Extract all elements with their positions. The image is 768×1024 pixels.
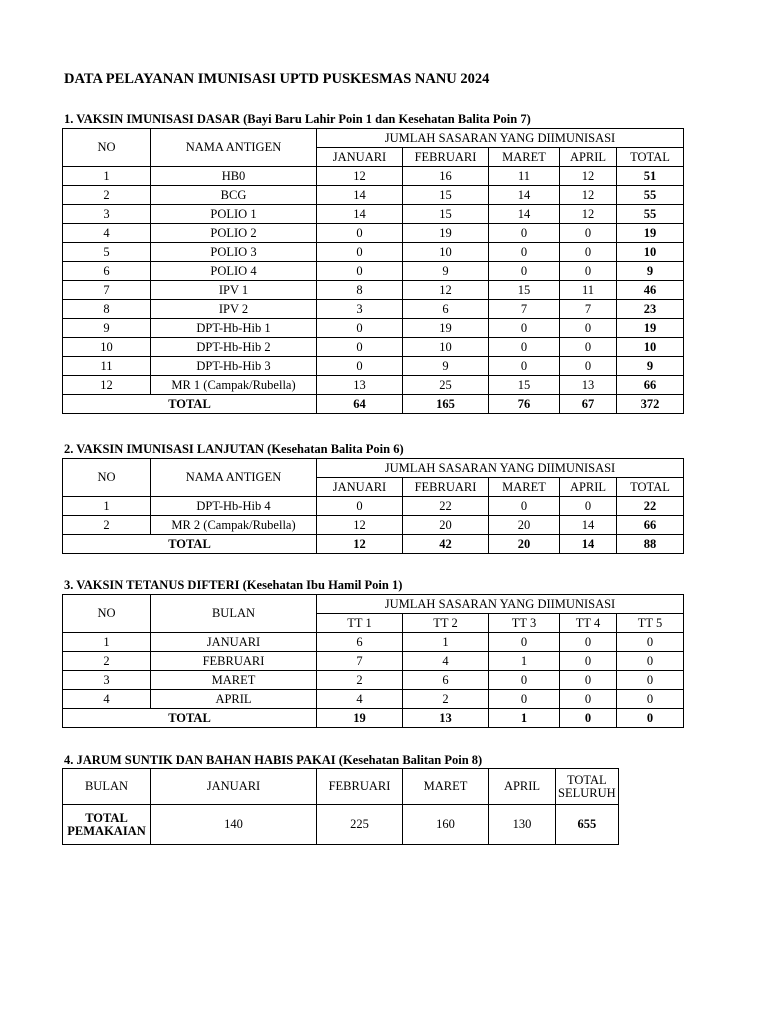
- cell-value: 0: [317, 497, 403, 516]
- table-tetanus-diphtheria: [62, 594, 684, 728]
- col-header-month-label: BULAN: [63, 769, 151, 805]
- total-row: [63, 395, 684, 414]
- cell-value: 6: [317, 633, 403, 652]
- table-row: [63, 300, 684, 319]
- col-header-month: APRIL: [560, 478, 617, 497]
- table-row: [63, 319, 684, 338]
- col-header-total: TOTAL: [617, 148, 684, 167]
- table-row: [63, 338, 684, 357]
- row-label: POLIO 3: [151, 243, 317, 262]
- usage-label: [63, 805, 151, 845]
- row-label: APRIL: [151, 690, 317, 709]
- cell-value: 0: [489, 671, 560, 690]
- cell-value: 7: [317, 652, 403, 671]
- cell-value: 0: [560, 690, 617, 709]
- row-label: MR 1 (Campak/Rubella): [151, 376, 317, 395]
- cell-value: 0: [560, 357, 617, 376]
- total-value: 76: [489, 395, 560, 414]
- row-label: IPV 2: [151, 300, 317, 319]
- cell-value: 19: [403, 224, 489, 243]
- table-row: [63, 671, 684, 690]
- cell-value: 16: [403, 167, 489, 186]
- col-header-no: NO: [63, 459, 151, 497]
- total-value: 67: [560, 395, 617, 414]
- row-total: 51: [617, 167, 684, 186]
- row-number: 5: [63, 243, 151, 262]
- row-label: DPT-Hb-Hib 4: [151, 497, 317, 516]
- cell-value: 0: [560, 633, 617, 652]
- cell-value: 0: [489, 497, 560, 516]
- row-total: 9: [617, 262, 684, 281]
- total-label: TOTAL: [63, 535, 317, 554]
- row-number: 4: [63, 690, 151, 709]
- cell-value: 1: [489, 652, 560, 671]
- cell-value: 0: [317, 338, 403, 357]
- cell-value: 0: [317, 224, 403, 243]
- cell-value: 10: [403, 243, 489, 262]
- cell-value: 8: [317, 281, 403, 300]
- usage-value: 140: [151, 805, 317, 845]
- row-number: 6: [63, 262, 151, 281]
- row-number: 1: [63, 497, 151, 516]
- cell-value: 0: [560, 652, 617, 671]
- cell-value: 11: [489, 167, 560, 186]
- row-label: JANUARI: [151, 633, 317, 652]
- cell-value: 12: [560, 186, 617, 205]
- table-syringes-consumables: [62, 768, 619, 845]
- row-number: 3: [63, 671, 151, 690]
- cell-value: 15: [489, 281, 560, 300]
- row-total: 22: [617, 497, 684, 516]
- cell-value: 0: [317, 319, 403, 338]
- cell-value: 0: [317, 262, 403, 281]
- col-header-dose: TT 4: [560, 614, 617, 633]
- group-header: JUMLAH SASARAN YANG DIIMUNISASI: [317, 129, 684, 148]
- col-header-month: MARET: [403, 769, 489, 805]
- cell-value: 11: [560, 281, 617, 300]
- table-row: [63, 652, 684, 671]
- cell-value: 22: [403, 497, 489, 516]
- row-total: 19: [617, 319, 684, 338]
- table-row: [63, 497, 684, 516]
- row-label: POLIO 4: [151, 262, 317, 281]
- cell-value: 0: [489, 690, 560, 709]
- total-value: 42: [403, 535, 489, 554]
- cell-value: 19: [403, 319, 489, 338]
- usage-label-line: PEMAKAIAN: [67, 823, 146, 838]
- total-value: 13: [403, 709, 489, 728]
- cell-value: 0: [560, 224, 617, 243]
- section-2-title: 2. VAKSIN IMUNISASI LANJUTAN (Kesehatan Balita Poin 6): [64, 442, 404, 456]
- cell-value: 2: [317, 671, 403, 690]
- row-number: 8: [63, 300, 151, 319]
- total-header-line: SELURUH: [558, 785, 616, 800]
- row-number: 2: [63, 186, 151, 205]
- table-row: [63, 633, 684, 652]
- cell-value: 0: [617, 652, 684, 671]
- total-value: 14: [560, 535, 617, 554]
- row-total: 55: [617, 186, 684, 205]
- row-total: 9: [617, 357, 684, 376]
- cell-value: 12: [560, 205, 617, 224]
- cell-value: 0: [317, 357, 403, 376]
- total-value: 64: [317, 395, 403, 414]
- cell-value: 0: [617, 690, 684, 709]
- col-header-dose: TT 2: [403, 614, 489, 633]
- cell-value: 0: [489, 262, 560, 281]
- col-header-month: JANUARI: [151, 769, 317, 805]
- cell-value: 0: [489, 243, 560, 262]
- cell-value: 0: [617, 671, 684, 690]
- cell-value: 0: [489, 319, 560, 338]
- cell-value: 10: [403, 338, 489, 357]
- col-header-month: JANUARI: [317, 478, 403, 497]
- usage-value: 130: [489, 805, 556, 845]
- col-header-month: FEBRUARI: [403, 148, 489, 167]
- table-advanced-immunization: [62, 458, 684, 554]
- row-label: POLIO 2: [151, 224, 317, 243]
- total-row: [63, 535, 684, 554]
- col-header-dose: TT 3: [489, 614, 560, 633]
- col-header-month: MARET: [489, 478, 560, 497]
- col-header-month: MARET: [489, 148, 560, 167]
- table-row: [63, 357, 684, 376]
- col-header-grand-total: [556, 769, 619, 805]
- row-number: 1: [63, 167, 151, 186]
- col-header-total: TOTAL: [617, 478, 684, 497]
- grand-total-value: 88: [617, 535, 684, 554]
- row-number: 3: [63, 205, 151, 224]
- grand-total-value: 655: [556, 805, 619, 845]
- row-number: 10: [63, 338, 151, 357]
- col-header-month: APRIL: [489, 769, 556, 805]
- section-4-title: 4. JARUM SUNTIK DAN BAHAN HABIS PAKAI (Kesehatan Balitan Poin 8): [64, 753, 483, 767]
- usage-row: [63, 805, 619, 845]
- total-value: 1: [489, 709, 560, 728]
- cell-value: 9: [403, 357, 489, 376]
- usage-value: 225: [317, 805, 403, 845]
- total-value: 165: [403, 395, 489, 414]
- cell-value: 9: [403, 262, 489, 281]
- table-row: [63, 186, 684, 205]
- row-total: 66: [617, 376, 684, 395]
- row-total: 55: [617, 205, 684, 224]
- cell-value: 12: [317, 167, 403, 186]
- row-label: FEBRUARI: [151, 652, 317, 671]
- table-row: [63, 167, 684, 186]
- row-label: IPV 1: [151, 281, 317, 300]
- cell-value: 25: [403, 376, 489, 395]
- cell-value: 2: [403, 690, 489, 709]
- cell-value: 1: [403, 633, 489, 652]
- usage-value: 160: [403, 805, 489, 845]
- cell-value: 12: [317, 516, 403, 535]
- group-header: JUMLAH SASARAN YANG DIIMUNISASI: [317, 595, 684, 614]
- cell-value: 0: [489, 338, 560, 357]
- row-number: 4: [63, 224, 151, 243]
- cell-value: 0: [560, 338, 617, 357]
- cell-value: 0: [489, 633, 560, 652]
- cell-value: 7: [489, 300, 560, 319]
- table-row: [63, 281, 684, 300]
- table-row: [63, 376, 684, 395]
- cell-value: 0: [560, 497, 617, 516]
- cell-value: 0: [560, 671, 617, 690]
- section-3-title: 3. VAKSIN TETANUS DIFTERI (Kesehatan Ibu Hamil Poin 1): [64, 578, 403, 592]
- cell-value: 15: [403, 186, 489, 205]
- row-number: 2: [63, 516, 151, 535]
- cell-value: 20: [489, 516, 560, 535]
- row-number: 9: [63, 319, 151, 338]
- table-row: [63, 243, 684, 262]
- row-total: 23: [617, 300, 684, 319]
- cell-value: 14: [317, 186, 403, 205]
- row-total: 19: [617, 224, 684, 243]
- header-row: [63, 769, 619, 805]
- section-1-title: 1. VAKSIN IMUNISASI DASAR (Bayi Baru Lahir Poin 1 dan Kesehatan Balita Poin 7): [64, 112, 531, 126]
- table-row: [63, 224, 684, 243]
- col-header-month: FEBRUARI: [317, 769, 403, 805]
- row-label: MR 2 (Campak/Rubella): [151, 516, 317, 535]
- row-number: 1: [63, 633, 151, 652]
- grand-total-value: 372: [617, 395, 684, 414]
- cell-value: 7: [560, 300, 617, 319]
- row-number: 11: [63, 357, 151, 376]
- row-label: MARET: [151, 671, 317, 690]
- row-label: DPT-Hb-Hib 2: [151, 338, 317, 357]
- col-header-no: NO: [63, 595, 151, 633]
- table-row: [63, 690, 684, 709]
- cell-value: 14: [317, 205, 403, 224]
- cell-value: 13: [560, 376, 617, 395]
- col-header-no: NO: [63, 129, 151, 167]
- row-label: POLIO 1: [151, 205, 317, 224]
- total-value: 12: [317, 535, 403, 554]
- row-number: 2: [63, 652, 151, 671]
- col-header-dose: TT 1: [317, 614, 403, 633]
- cell-value: 13: [317, 376, 403, 395]
- cell-value: 0: [560, 319, 617, 338]
- cell-value: 12: [403, 281, 489, 300]
- cell-value: 20: [403, 516, 489, 535]
- row-total: 66: [617, 516, 684, 535]
- col-header-month: JANUARI: [317, 148, 403, 167]
- col-header-name: NAMA ANTIGEN: [151, 129, 317, 167]
- total-value: 20: [489, 535, 560, 554]
- cell-value: 6: [403, 300, 489, 319]
- total-value: 19: [317, 709, 403, 728]
- cell-value: 0: [489, 357, 560, 376]
- row-label: HB0: [151, 167, 317, 186]
- cell-value: 4: [403, 652, 489, 671]
- total-label: TOTAL: [63, 395, 317, 414]
- cell-value: 14: [560, 516, 617, 535]
- cell-value: 0: [317, 243, 403, 262]
- row-total: 10: [617, 338, 684, 357]
- group-header: JUMLAH SASARAN YANG DIIMUNISASI: [317, 459, 684, 478]
- row-label: BCG: [151, 186, 317, 205]
- cell-value: 3: [317, 300, 403, 319]
- usage-label-line: TOTAL: [85, 810, 128, 825]
- col-header-dose: TT 5: [617, 614, 684, 633]
- total-value: 0: [560, 709, 617, 728]
- total-value: 0: [617, 709, 684, 728]
- cell-value: 4: [317, 690, 403, 709]
- cell-value: 14: [489, 205, 560, 224]
- col-header-month: FEBRUARI: [403, 478, 489, 497]
- col-header-month: APRIL: [560, 148, 617, 167]
- row-label: DPT-Hb-Hib 1: [151, 319, 317, 338]
- cell-value: 6: [403, 671, 489, 690]
- page-title: DATA PELAYANAN IMUNISASI UPTD PUSKESMAS NANU 2024: [64, 71, 490, 87]
- row-total: 10: [617, 243, 684, 262]
- cell-value: 14: [489, 186, 560, 205]
- row-number: 12: [63, 376, 151, 395]
- table-row: [63, 516, 684, 535]
- total-header-line: TOTAL: [566, 772, 607, 787]
- cell-value: 0: [489, 224, 560, 243]
- cell-value: 12: [560, 167, 617, 186]
- cell-value: 15: [403, 205, 489, 224]
- total-label: TOTAL: [63, 709, 317, 728]
- cell-value: 0: [560, 262, 617, 281]
- row-total: 46: [617, 281, 684, 300]
- row-number: 7: [63, 281, 151, 300]
- total-row: [63, 709, 684, 728]
- col-header-name: NAMA ANTIGEN: [151, 459, 317, 497]
- table-row: [63, 262, 684, 281]
- cell-value: 0: [560, 243, 617, 262]
- table-row: [63, 205, 684, 224]
- table-basic-immunization: [62, 128, 684, 414]
- col-header-month: BULAN: [151, 595, 317, 633]
- row-label: DPT-Hb-Hib 3: [151, 357, 317, 376]
- cell-value: 0: [617, 633, 684, 652]
- cell-value: 15: [489, 376, 560, 395]
